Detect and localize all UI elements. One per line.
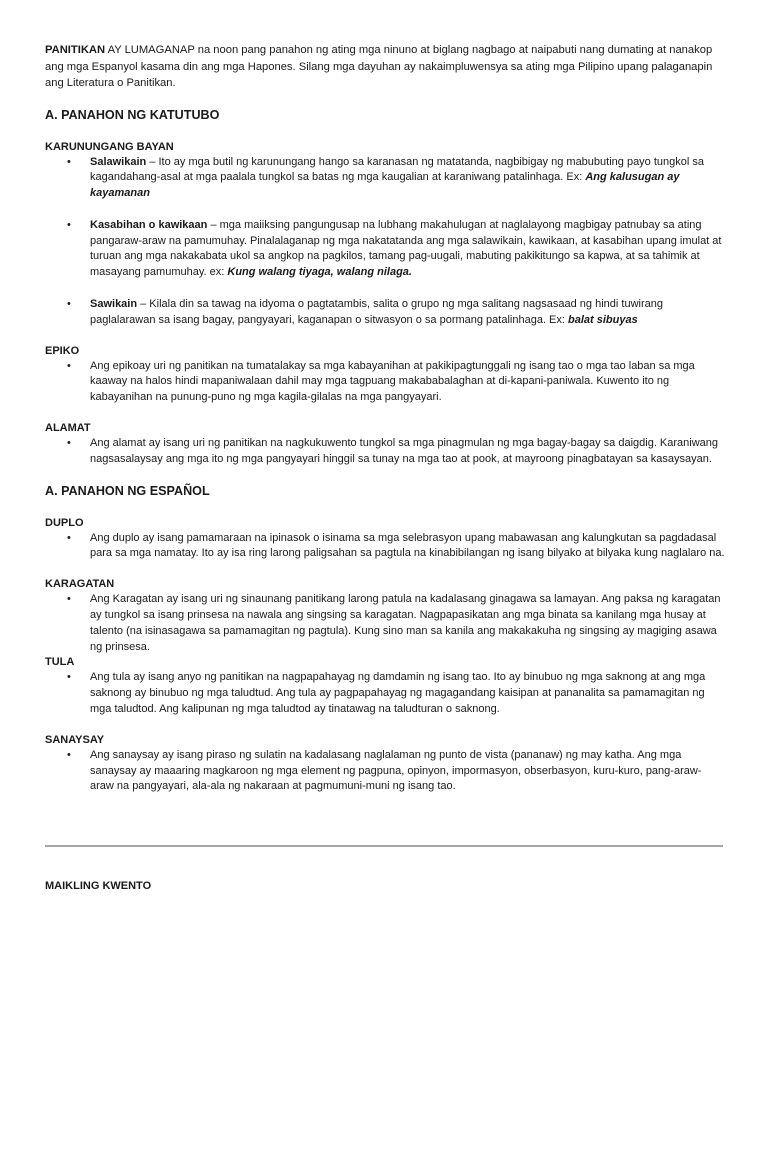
document-page	[45, 42, 725, 795]
subheading-tula: TULA	[45, 656, 75, 669]
bullet-icon: •	[67, 298, 71, 311]
example-kasabihan: Kung walang tiyaga, walang nilaga.	[227, 266, 412, 279]
alamat-list	[45, 436, 725, 468]
bullet-icon: •	[67, 671, 71, 684]
spacer	[45, 281, 725, 297]
spacer	[45, 329, 725, 344]
list-item-salawikain	[45, 155, 725, 202]
section-heading-espanyol: A. PANAHON NG ESPAÑOL	[45, 483, 210, 498]
bullet-icon: •	[67, 218, 71, 231]
bullet-icon: •	[67, 155, 71, 168]
subheading-maikling-kwento: MAIKLING KWENTO	[45, 880, 152, 892]
duplo-list	[45, 531, 725, 563]
list-item-sawikain	[45, 297, 725, 329]
list-item-karagatan	[45, 592, 725, 655]
subheading-karunungang-bayan: KARUNUNGANG BAYAN	[45, 140, 174, 153]
subheading-karagatan: KARAGATAN	[45, 578, 115, 591]
list-item-duplo	[45, 531, 725, 563]
term-salawikain: Salawikain	[90, 155, 147, 168]
definition-salawikain: – Ito ay mga butil ng karunungang hango sa karanasan ng matatanda, nagbibigay ng mabubuting payo tungkol sa kagandahang-asal at mga paalala tungkol sa batas ng mga kaugalian at karaniwang patalinhaga. Ex:	[90, 155, 704, 184]
epiko-list	[45, 359, 725, 406]
karagatan-text: Ang Karagatan ay isang uri ng sinaunang panitikang larong patula na kadalasang ginagawa sa lamayan. Ang paksa ng karagatan ay tungkol sa isang prinsesa na nawala ang singsing sa karagatan. Nagpapasikatan ang mga binata sa kanilang mga husay at talento (na isinasagawa sa pamamagitan ng pagtula). Kung sino man sa kanila ang makakakuha ng singsing ay magiging asawa ng prinsesa.	[90, 593, 721, 653]
karagatan-list	[45, 592, 725, 655]
list-item-kasabihan	[45, 218, 725, 281]
list-item-epiko	[45, 359, 725, 406]
duplo-text: Ang duplo ay isang pamamaraan na ipinasok o isinama sa mga selebrasyon upang mabawasan ang kalungkutan sa pagdadasal para sa mga namatay. Ito ay isa ring larong paligsahan sa pagtula na kinabibilangan ng isang bilyako at bilyaka kung naglalaro na.	[90, 531, 725, 560]
spacer	[45, 202, 725, 218]
subheading-alamat: ALAMAT	[45, 422, 91, 435]
karunungang-bayan-list	[45, 155, 725, 329]
list-item-alamat	[45, 436, 725, 468]
bullet-icon: •	[67, 437, 71, 450]
alamat-text: Ang alamat ay isang uri ng panitikan na nagkukuwento tungkol sa mga pinagmulan ng mga bagay-bagay sa daigdig. Karaniwang nagsasalaysay ang mga ito ng mga pangyayari hinggil sa tunay na mga tao at pook, at mayroong pinagbatayan sa kasaysayan.	[90, 437, 719, 465]
sanaysay-text: Ang sanaysay ay isang piraso ng sulatin na kadalasang naglalaman ng punto de vista (pananaw) ng may katha. Ang mga sanaysay ay maaaring magkaroon ng mga element ng pagpuna, opinyon, impormasyon, obserbasyon, kuru-kuro, pang-araw-araw na pangyayari, ala-ala ng nakaraan at pagmumuni-muni ng isang tao.	[90, 748, 702, 793]
example-sawikain: balat sibuyas	[568, 313, 638, 326]
section-heading-katutubo: A. PANAHON NG KATUTUBO	[45, 107, 220, 122]
bullet-icon: •	[67, 531, 71, 544]
sanaysay-list	[45, 748, 725, 795]
definition-sawikain: – Kilala din sa tawag na idyoma o pagtatambis, salita o grupo ng mga salitang nagsasaad ng hindi tuwirang paglalarawan sa isang bagay, pangyayari, kaganapan o sitwasyon o sa pormang patalinhaga. Ex:	[90, 298, 663, 326]
list-item-tula	[45, 670, 725, 717]
bullet-icon: •	[67, 593, 71, 606]
subheading-sanaysay: SANAYSAY	[45, 733, 105, 746]
intro-text: AY LUMAGANAP na noon pang panahon ng ating mga ninuno at biglang nagbago at naipabuti nang dumating at nanakop ang mga Espanyol kasama din ang mga Hapones. Silang mga dayuhan ay nakaimpluwensya sa ating mga Pilipino upang palaganapin ang Literatura o Panitikan.	[45, 44, 713, 89]
subheading-duplo: DUPLO	[45, 516, 84, 529]
bullet-icon: •	[67, 748, 71, 761]
intro-paragraph	[45, 42, 725, 92]
term-kasabihan: Kasabihan o kawikaan	[90, 218, 208, 231]
spacer	[45, 562, 725, 577]
subheading-epiko: EPIKO	[45, 344, 80, 357]
horizontal-divider	[45, 845, 723, 847]
term-sawikain: Sawikain	[90, 298, 138, 311]
bullet-icon: •	[67, 359, 71, 372]
spacer	[45, 468, 725, 483]
tula-list	[45, 670, 725, 717]
intro-lead: PANITIKAN	[45, 44, 106, 56]
spacer	[45, 718, 725, 733]
list-item-sanaysay	[45, 748, 725, 795]
tula-text: Ang tula ay isang anyo ng panitikan na nagpapahayag ng damdamin ng isang tao. Ito ay binubuo ng mga saknong at ang mga saknong ay binubuo ng mga taludtud. Ang tula ay pagpapahayag ng magagandang kaisipan at pananalita sa pamamagitan ng mga taludtod. Ang kalipunan ng mga taludtod ay tinatawag na taludturan o saknong.	[90, 671, 706, 716]
example-salawikain: Ang kalusugan ay kayamanan	[90, 171, 680, 200]
definition-kasabihan: – mga maiiksing pangungusap na lubhang makahulugan at naglalayong magbigay patnubay sa ating pangaraw-araw na pamumuhay. Pinalalaganap ng mga nakatatanda ang mga salawikain, kawikaan, at kasabihan upang imulat at turuan ang mga nakakabata ukol sa angkop na pagkilos, tamang pag-uugali, mabuting pakikitungo sa kapwa, at sa tahimik at masayang pamumuhay. ex:	[90, 218, 722, 279]
spacer	[45, 406, 725, 421]
epiko-text: Ang epikoay uri ng panitikan na tumatalakay sa mga kabayanihan at pakikipagtunggali ng isang tao o mga tao laban sa mga kaaway na halos hindi mapaniwalaan dahil may mga tagpuang makababalaghan at di-kapani-paniwala. Kuwento ito ng kabayanihan na punung-puno ng mga kagila-gilalas na mga pangyayari.	[90, 359, 695, 404]
